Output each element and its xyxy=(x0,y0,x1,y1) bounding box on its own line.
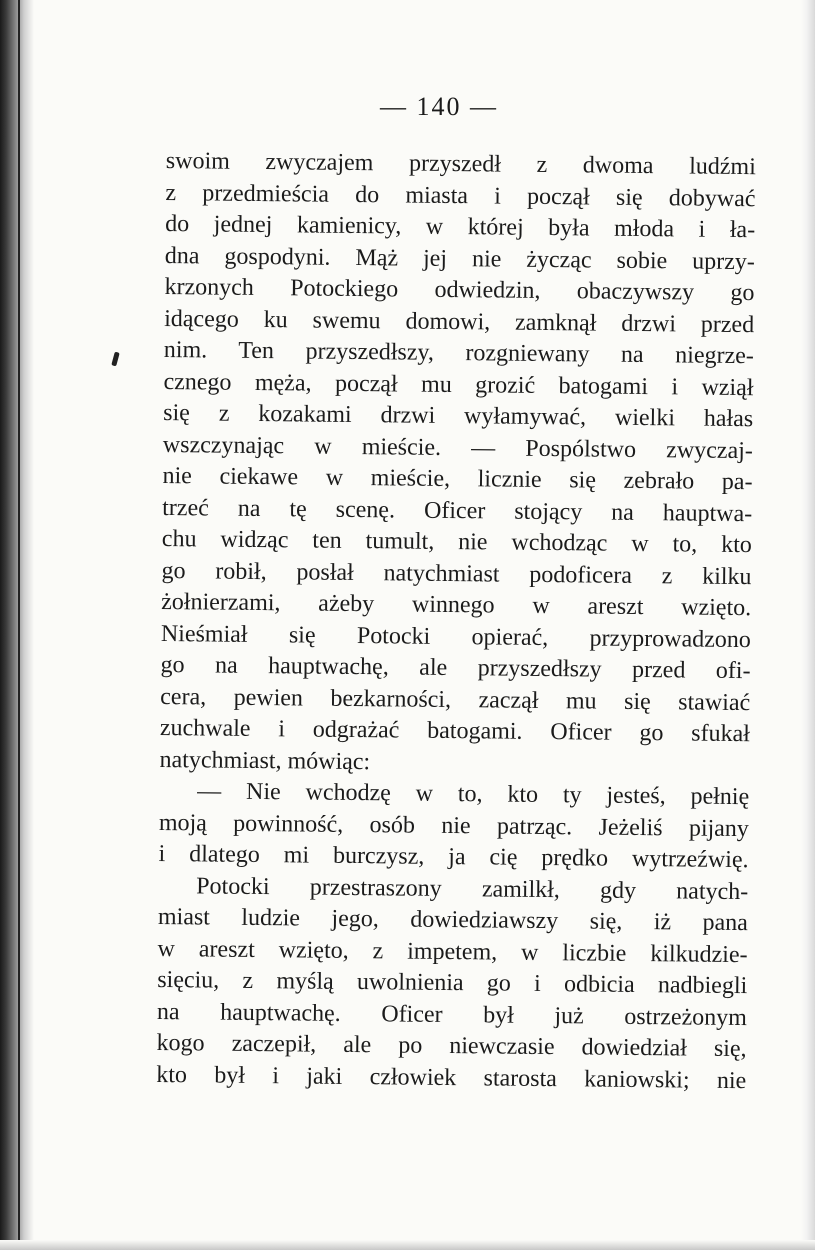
margin-ink-mark xyxy=(111,352,119,367)
text-line: wszczynając w mieście. — Pospólstwo zwyczaj- xyxy=(162,431,753,464)
text-line: do jednej kamienicy, w której była młoda i ła- xyxy=(165,210,756,244)
text-line: idącego ku swemu domowi, zamknął drzwi przed xyxy=(164,305,755,338)
text-line: natychmiast, mówiąc: xyxy=(159,746,371,775)
text-line: w areszt wzięto, z impetem, w liczbie kilkudzie- xyxy=(157,935,748,968)
text-line: Nieśmiał się Potocki opierać, przyprowadzono xyxy=(160,620,751,653)
text-line: cznego męża, począł mu grozić batogami i wziął xyxy=(163,368,754,401)
text-line: swoim zwyczajem przyszedł z dwoma ludźmi xyxy=(165,147,756,181)
binding-shadow xyxy=(0,0,34,1250)
page-edge-bottom xyxy=(0,1240,815,1250)
text-line: moją powinność, osób nie patrząc. Jeżeliś pijany xyxy=(158,809,750,842)
text-line: kto był i jaki człowiek starosta kaniowski; nie xyxy=(156,1061,747,1094)
page-edge-right xyxy=(801,0,815,1250)
text-line: zuchwale i odgrażać batogami. Oficer go sfukał xyxy=(159,714,751,748)
text-line: kogo zaczepił, ale po niewczasie dowiedział się, xyxy=(156,1029,747,1063)
gutter-line xyxy=(18,0,20,1250)
body-text xyxy=(156,146,756,1097)
text-line: trzeć na tę scenę. Oficer stojący na hauptwa- xyxy=(162,494,753,527)
text-line: i dlatego mi burczysz, ja cię prędko wytrzeźwię. xyxy=(158,840,749,874)
page-number: — 140 — xyxy=(380,92,498,121)
text-line: się z kozakami drzwi wyłamywać, wielki hałas xyxy=(163,399,754,433)
text-line: chu widząc ten tumult, nie wchodząc w to, kto xyxy=(161,525,752,559)
text-line: na hauptwachę. Oficer był już ostrzeżonym xyxy=(156,998,748,1031)
text-line: sięciu, z myślą uwolnienia go i odbicia nadbiegli xyxy=(157,966,748,1000)
text-line: miast ludzie jego, dowiedziawszy się, iż pana xyxy=(157,903,749,937)
text-line: cera, pewien bezkarności, zaczął mu się stawiać xyxy=(160,683,751,716)
text-line: Potocki przestraszony zamilkł, gdy natych- xyxy=(196,872,749,905)
text-line: żołnierzami, ażeby winnego w areszt wzięto. xyxy=(161,588,752,622)
text-line: nim. Ten przyszedłszy, rozgniewany na niegrze- xyxy=(163,336,754,370)
text-line: go na hauptwachę, ale przyszedłszy przed ofi- xyxy=(160,651,751,685)
text-line: z przedmieścia do miasta i począł się dobywać xyxy=(165,179,756,212)
text-line: go robił, posłał natychmiast podoficera z kilku xyxy=(161,557,752,590)
text-line: nie ciekawe w mieście, licznie się zebrało pa- xyxy=(162,462,753,496)
text-line: krzonych Potockiego odwiedzin, obaczywszy go xyxy=(164,273,755,307)
text-line: — Nie wchodzę w to, kto ty jesteś, pełnię xyxy=(197,778,750,811)
text-line: dna gospodyni. Mąż jej nie życząc sobie uprzy- xyxy=(164,242,755,275)
